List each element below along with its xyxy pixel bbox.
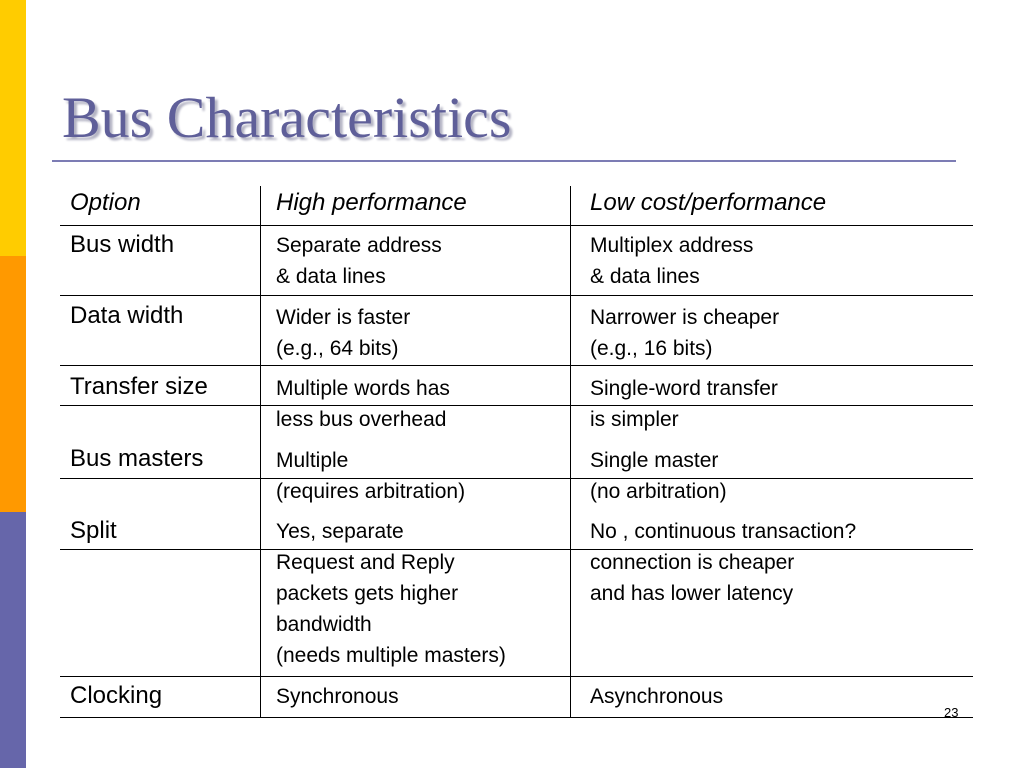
row-label-clocking: Clocking	[70, 682, 163, 709]
cell-bus-width-high: Separate address & data lines	[276, 234, 442, 288]
header-high-performance: High performance	[276, 189, 467, 216]
cell-transfer-size-high: Multiple words has less bus overhead	[276, 377, 450, 431]
page-number: 23	[944, 705, 959, 720]
cell-data-width-high: Wider is faster (e.g., 64 bits)	[276, 306, 411, 360]
slide-title: Bus Characteristics	[62, 85, 512, 150]
row-line-4	[60, 478, 973, 479]
column-divider-2	[570, 186, 571, 718]
row-label-split: Split	[70, 517, 117, 544]
row-label-bus-width: Bus width	[70, 231, 175, 258]
row-line-header	[60, 225, 973, 226]
row-label-bus-masters: Bus masters	[70, 445, 204, 472]
row-line-7	[60, 717, 973, 718]
row-label-data-width: Data width	[70, 302, 184, 329]
cell-transfer-size-low: Single-word transfer is simpler	[590, 377, 778, 431]
cell-bus-masters-high: Multiple (requires arbitration)	[276, 449, 466, 503]
cell-clocking-high: Synchronous	[276, 685, 399, 708]
row-line-6	[60, 676, 973, 677]
cell-split-high: Yes, separate Request and Reply packets gets higher bandwidth (needs multiple masters)	[276, 520, 506, 667]
cell-bus-width-low: Multiplex address & data lines	[590, 234, 754, 288]
cell-clocking-low: Asynchronous	[590, 685, 724, 708]
header-option: Option	[70, 189, 141, 216]
row-line-2	[60, 365, 973, 366]
column-divider-1	[260, 186, 261, 718]
row-line-1	[60, 295, 973, 296]
cell-split-low: No , continuous transaction? connection is cheaper and has lower latency	[590, 520, 857, 605]
header-low-cost: Low cost/performance	[590, 189, 827, 216]
cell-bus-masters-low: Single master (no arbitration)	[590, 449, 727, 503]
cell-data-width-low: Narrower is cheaper (e.g., 16 bits)	[590, 306, 780, 360]
row-line-3	[60, 405, 973, 406]
row-label-transfer-size: Transfer size	[70, 373, 208, 400]
